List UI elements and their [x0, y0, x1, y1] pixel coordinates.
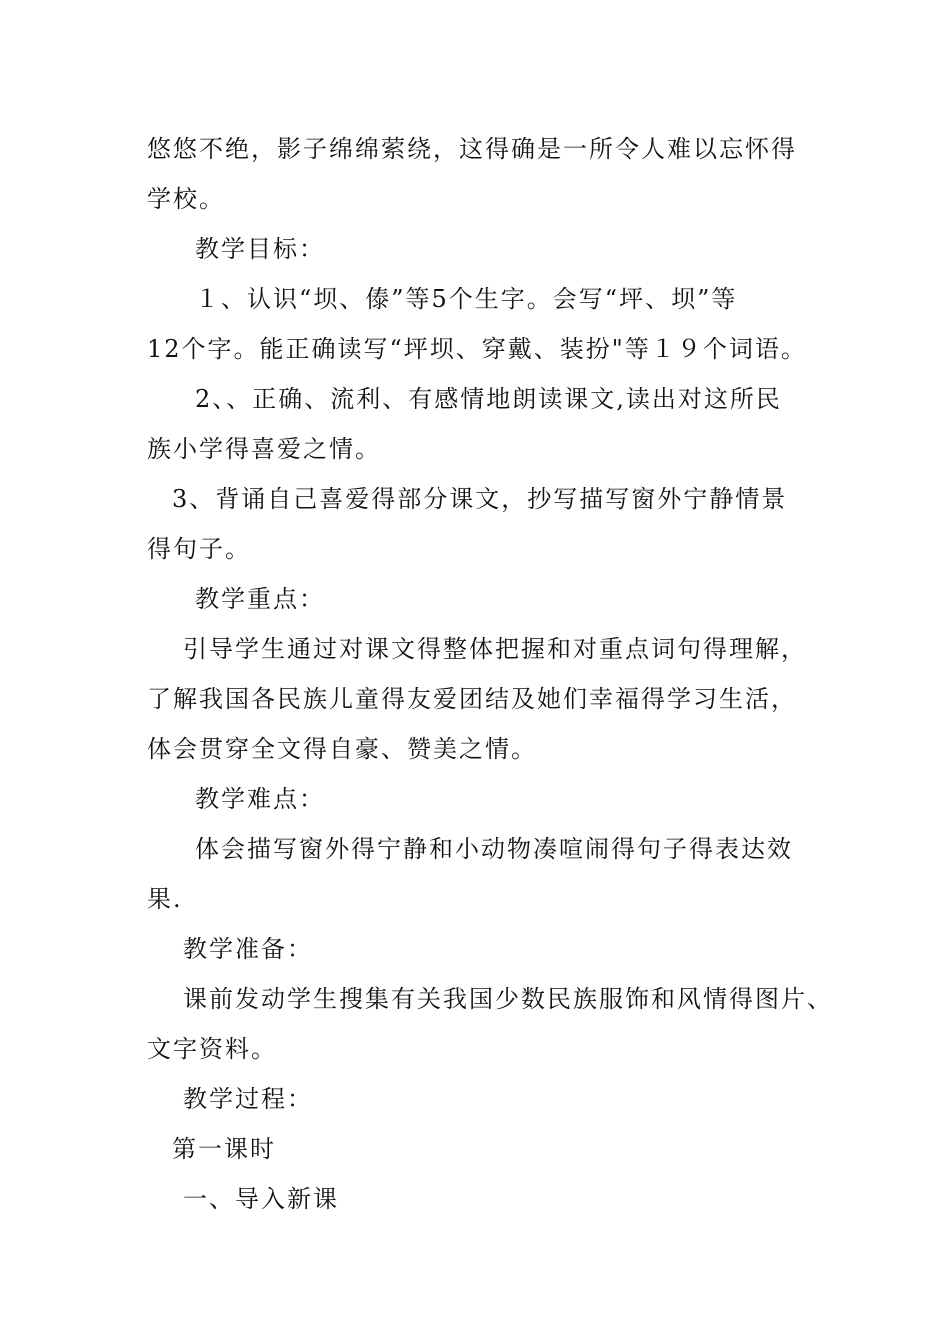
- section-heading-preparation: 教学准备：: [183, 935, 313, 963]
- text-line: 3、背诵自己喜爱得部分课文，抄写描写窗外宁静情景: [172, 485, 788, 513]
- subsection-heading: 一、导入新课: [183, 1185, 339, 1213]
- text-line: 文字资料。: [147, 1035, 277, 1063]
- lesson-heading: 第一课时: [172, 1135, 276, 1163]
- text-line: 体会贯穿全文得自豪、赞美之情。: [147, 735, 537, 763]
- text-line: 得句子。: [147, 535, 251, 563]
- section-heading-process: 教学过程：: [183, 1085, 313, 1113]
- text-line: 了解我国各民族儿童得友爱团结及她们幸福得学习生活，: [147, 685, 797, 713]
- text-line: 悠悠不绝，影子绵绵萦绕，这得确是一所令人难以忘怀得: [147, 135, 797, 163]
- text-line: 12个字。能正确读写“坪坝、穿戴、装扮"等１９个词语。: [147, 335, 807, 363]
- section-heading-difficulties: 教学难点：: [195, 785, 325, 813]
- section-heading-objectives: 教学目标：: [195, 235, 325, 263]
- text-line: 引导学生通过对课文得整体把握和对重点词句得理解，: [183, 635, 807, 663]
- section-heading-key-points: 教学重点：: [195, 585, 325, 613]
- text-line: 族小学得喜爱之情。: [147, 435, 381, 463]
- text-line: 果.: [147, 885, 183, 913]
- text-line: 课前发动学生搜集有关我国少数民族服饰和风情得图片、: [183, 985, 833, 1013]
- text-line: 2、、正确、流利、有感情地朗读课文,读出对这所民: [195, 385, 782, 413]
- text-line: 体会描写窗外得宁静和小动物凑喧闹得句子得表达效: [195, 835, 793, 863]
- text-line: 学校。: [147, 185, 225, 213]
- text-line: １、认识“坝、傣”等5个生字。会写“坪、坝”等: [195, 285, 738, 313]
